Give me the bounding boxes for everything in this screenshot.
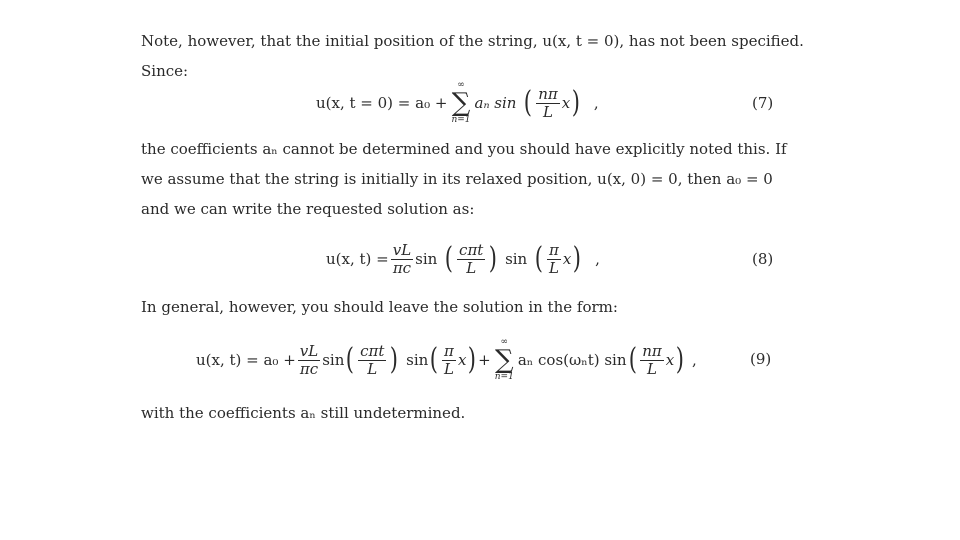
eq9-sum-upper: ∞	[500, 337, 509, 347]
paragraph-assume: we assume that the string is initially in its relaxed position, u(x, 0) = 0, then a₀ = 0	[141, 170, 773, 188]
eq9-f3-den: L	[444, 359, 454, 378]
equation-8-number: (8)	[752, 250, 774, 268]
eq7-term: aₙ sin	[474, 94, 517, 112]
eq9-sum-lower: n=1	[494, 372, 514, 382]
eq8-f1-num: vL	[392, 240, 412, 259]
eq7-left-paren: (	[524, 85, 533, 120]
eq9-f1-num: vL	[299, 341, 319, 360]
paragraph-requested: and we can write the requested solution as:	[141, 200, 475, 218]
paragraph-undetermined: with the coefficients aₙ still undetermined.	[141, 404, 466, 422]
eq8-sin-1: sin	[415, 250, 438, 268]
eq9-paren-open-1: (	[346, 342, 355, 377]
eq7-sum-symbol: ∑	[451, 88, 471, 118]
eq7-frac-num: nπ	[538, 84, 558, 103]
eq7-tail: ,	[593, 94, 599, 112]
eq7-lhs: u(x, t = 0) = a₀ +	[316, 94, 448, 112]
eq8-f3-den: L	[548, 258, 559, 277]
eq9-sin-1: sin	[322, 351, 345, 369]
eq8-sin-2: sin	[505, 250, 528, 268]
eq9-f4-num: nπ	[642, 341, 662, 360]
eq7-frac-den: L	[542, 102, 553, 121]
eq9-paren-close-1: )	[390, 342, 399, 377]
eq8-paren-close-1: )	[489, 241, 498, 276]
eq8-f2-den: L	[466, 258, 477, 277]
eq9-f4-den: L	[647, 359, 657, 378]
eq9-f3-num: π	[444, 341, 454, 360]
paragraph-coefficients: the coefficients aₙ cannot be determined and you should have explicitly noted this. If	[141, 140, 787, 158]
eq9-fraction-2	[358, 343, 386, 378]
equation-9	[196, 330, 697, 390]
eq9-paren-close-3: )	[676, 342, 685, 377]
eq8-lhs: u(x, t) =	[326, 250, 389, 268]
equation-9-number: (9)	[750, 350, 772, 368]
equation-7-number: (7)	[752, 94, 774, 112]
eq9-f2-num: cπt	[360, 341, 385, 360]
eq8-fraction-1	[391, 242, 413, 277]
eq7-right-paren: )	[571, 85, 581, 120]
eq9-f4-after: x	[665, 351, 675, 369]
eq9-lhs: u(x, t) = a₀ +	[196, 351, 296, 369]
eq8-f3-after: x	[562, 250, 572, 268]
eq9-paren-close-2: )	[468, 342, 477, 377]
eq8-f1-den: πc	[392, 258, 412, 277]
eq9-sin-2: sin	[406, 351, 429, 369]
equation-7	[316, 73, 599, 133]
eq9-sum-symbol: ∑	[494, 345, 514, 375]
eq7-sum-upper: ∞	[457, 80, 465, 90]
eq8-tail: ,	[595, 250, 600, 268]
eq7-fraction	[536, 86, 560, 121]
eq9-plus: +	[478, 351, 491, 369]
eq8-f3-num: π	[548, 240, 559, 259]
eq9-f1-den: πc	[299, 359, 319, 378]
eq9-f3-after: x	[457, 351, 467, 369]
paragraph-note: Note, however, that the initial position of the string, u(x, t = 0), has not been specified.	[141, 32, 804, 50]
eq8-fraction-3	[547, 242, 561, 277]
eq7-summation	[451, 80, 470, 126]
eq7-frac-after: x	[561, 94, 571, 112]
eq9-fraction-1	[298, 343, 320, 378]
eq9-paren-open-3: (	[628, 342, 637, 377]
eq9-fraction-3	[442, 343, 456, 378]
eq9-fraction-4	[640, 343, 664, 378]
equation-8	[326, 229, 600, 289]
eq8-f2-num: cπt	[459, 240, 484, 259]
eq9-summation	[495, 337, 514, 383]
eq8-fraction-2	[457, 242, 485, 277]
eq8-paren-open-1: (	[445, 241, 454, 276]
eq9-f2-den: L	[367, 359, 378, 378]
eq8-paren-open-2: (	[534, 241, 544, 276]
eq9-term: aₙ cos(ωₙt) sin	[517, 351, 627, 369]
paragraph-since: Since:	[141, 62, 189, 80]
eq7-sum-lower: n=1	[451, 115, 471, 125]
eq8-paren-close-2: )	[573, 241, 582, 276]
eq9-tail: ,	[691, 351, 697, 369]
paragraph-general: In general, however, you should leave the solution in the form:	[141, 298, 618, 316]
eq9-paren-open-2: (	[430, 342, 439, 377]
